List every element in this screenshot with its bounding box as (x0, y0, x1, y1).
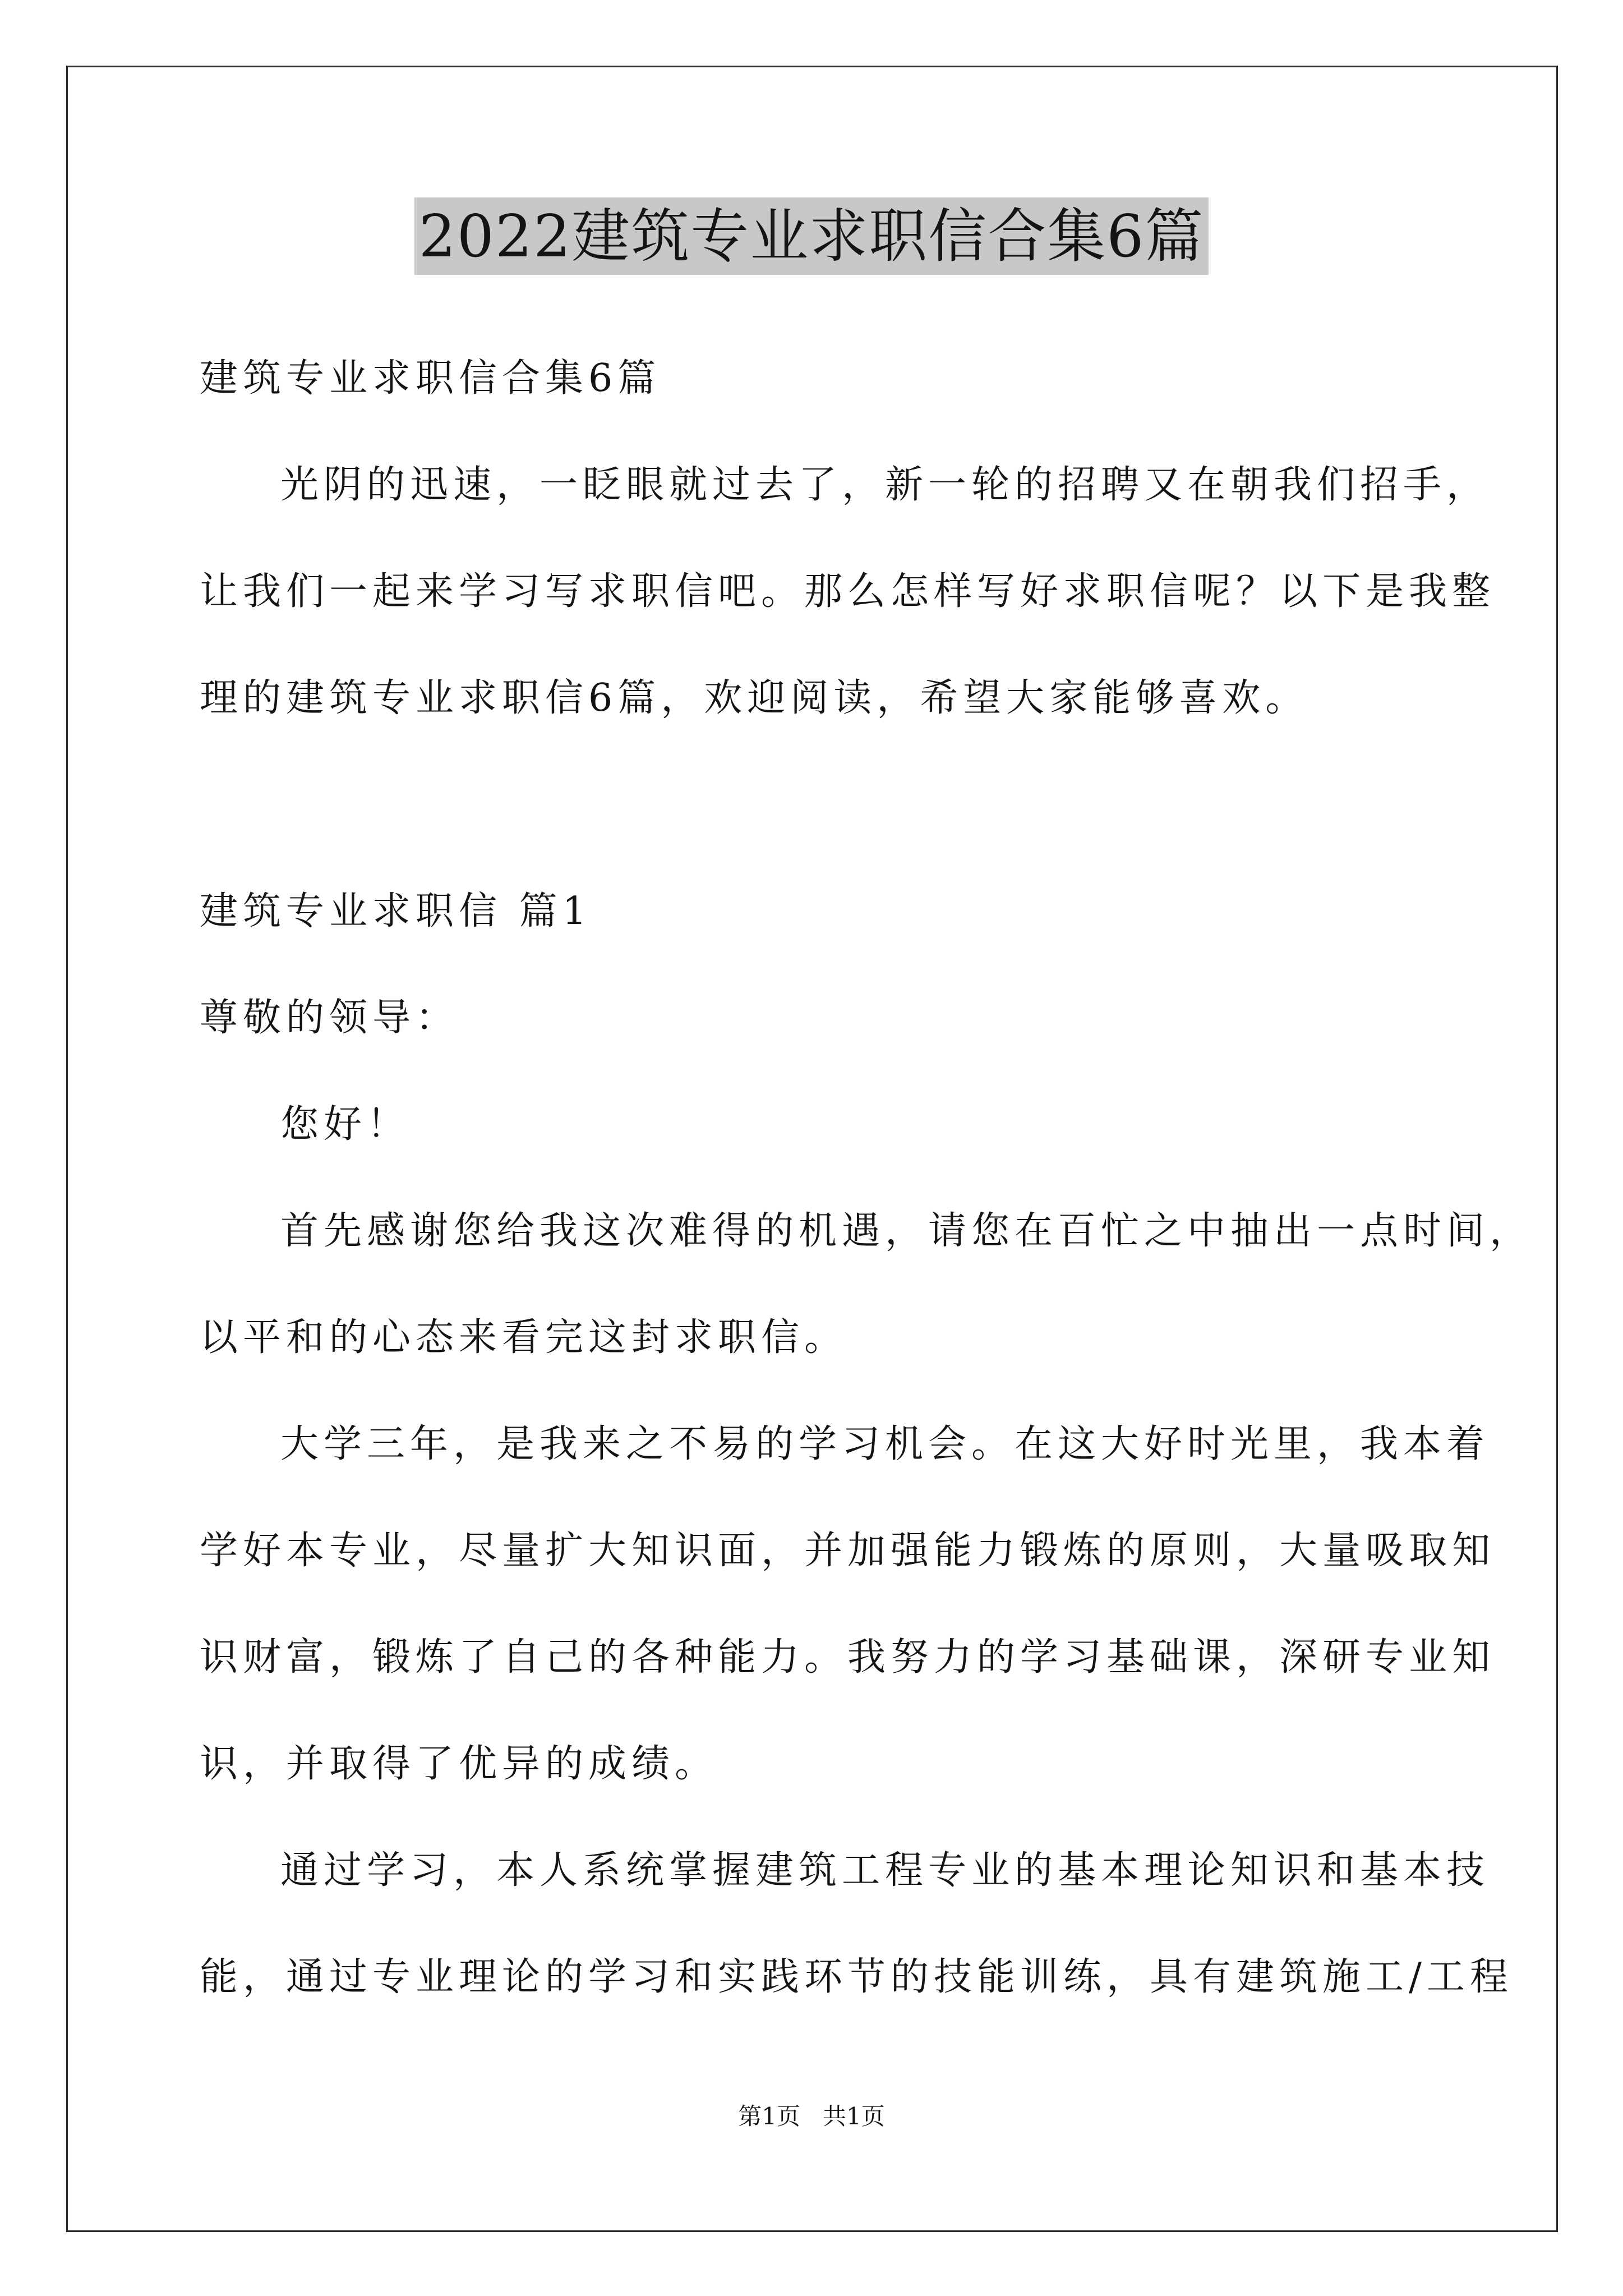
greeting: 您好！ (280, 1102, 411, 1147)
page-total: 共1页 (823, 2102, 885, 2130)
page-footer (0, 2101, 1623, 2132)
section-heading: 建筑专业求职信 篇1 (200, 889, 592, 933)
salutation: 尊敬的领导： (200, 996, 459, 1040)
body-line-6: 识，并取得了优异的成绩。 (200, 1742, 718, 1786)
intro-line-3: 理的建筑专业求职信6篇，欢迎阅读，希望大家能够喜欢。 (200, 676, 1309, 720)
body-line-1: 首先感谢您给我这次难得的机遇，请您在百忙之中抽出一点时间， (280, 1209, 1533, 1253)
page-number: 第1页 (738, 2102, 800, 2130)
intro-line-2: 让我们一起来学习写求职信吧。那么怎样写好求职信呢？以下是我整 (200, 569, 1496, 614)
body-line-8: 能，通过专业理论的学习和实践环节的技能训练，具有建筑施工/工程 (200, 1955, 1513, 1999)
body-line-3: 大学三年，是我来之不易的学习机会。在这大好时光里，我本着 (280, 1422, 1490, 1466)
body-line-4: 学好本专业，尽量扩大知识面，并加强能力锻炼的原则，大量吸取知 (200, 1529, 1496, 1573)
intro-line-1: 光阴的迅速，一眨眼就过去了，新一轮的招聘又在朝我们招手， (280, 463, 1490, 507)
body-line-7: 通过学习，本人系统掌握建筑工程专业的基本理论知识和基本技 (280, 1848, 1490, 1893)
body-line-2: 以平和的心态来看完这封求职信。 (200, 1315, 848, 1360)
document-title: 2022建筑专业求职信合集6篇 (414, 197, 1209, 275)
document-subtitle: 建筑专业求职信合集6篇 (200, 356, 661, 401)
title-block (0, 197, 1623, 275)
body-line-5: 识财富，锻炼了自己的各种能力。我努力的学习基础课，深研专业知 (200, 1635, 1496, 1680)
